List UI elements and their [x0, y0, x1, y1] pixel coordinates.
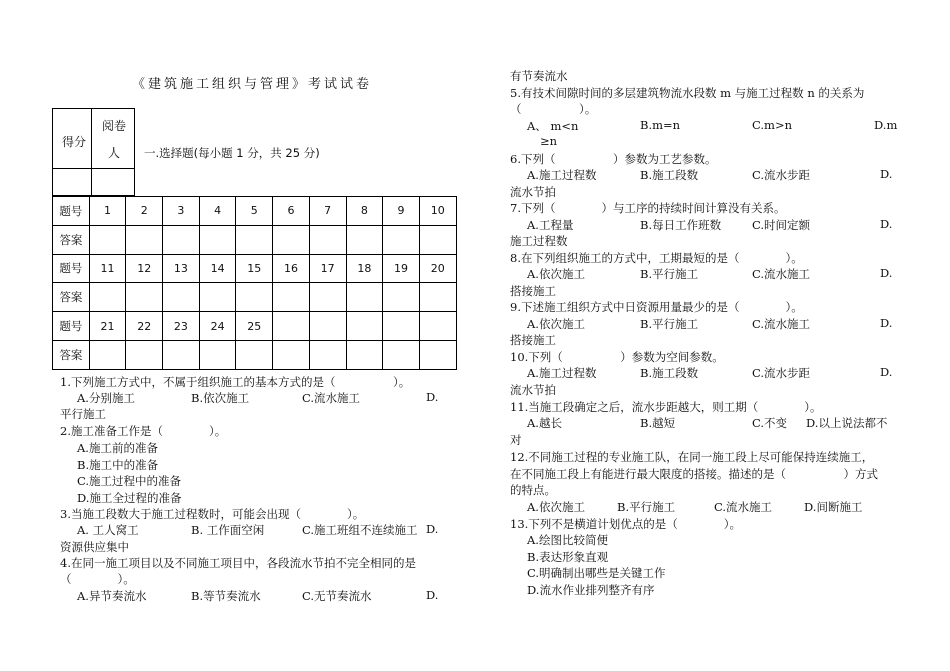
question-4-cont: （ ）。 — [60, 572, 135, 586]
question-number: 13 — [163, 254, 200, 283]
question-5: 5.有技术间隙时间的多层建筑物流水段数 m 与施工过程数 n 的关系为 — [510, 86, 865, 100]
question-4: 4.在同一施工项目以及不同施工项目中，各段流水节拍不完全相同的是 — [60, 556, 416, 570]
question-number: 25 — [236, 312, 273, 341]
score-label: 得分 — [62, 135, 87, 149]
option-d: D. — [880, 266, 893, 280]
table-row — [53, 254, 457, 283]
option-b: B.等节奏流水 — [191, 589, 261, 603]
option-c: C.流水施工 — [714, 500, 773, 514]
option-c: C.施工班组不连续施工 — [302, 523, 418, 537]
table-row — [53, 340, 457, 369]
question-number: 24 — [199, 312, 236, 341]
option-d: D. — [880, 316, 893, 330]
question-number: 21 — [89, 312, 126, 341]
option-c: C.明确制出哪些是关键工作 — [527, 566, 666, 580]
exam-title: 《建筑施工组织与管理》考试试卷 — [132, 77, 373, 92]
question-12-end: 的特点。 — [510, 483, 556, 497]
answer-cell[interactable] — [199, 340, 236, 369]
question-6: 6.下列（ ）参数为工艺参数。 — [510, 152, 717, 166]
option-d-text: 有节奏流水 — [510, 69, 568, 83]
option-a: A.施工过程数 — [527, 366, 597, 380]
answer-cell[interactable] — [89, 225, 126, 254]
option-b: B.平行施工 — [617, 500, 676, 514]
option-d: D.以上说法都不 — [806, 416, 888, 430]
grader-label: 阅卷人 — [101, 119, 126, 160]
question-7: 7.下列（ ）与工序的持续时间计算没有关系。 — [510, 201, 786, 215]
question-8: 8.在下列组织施工的方式中，工期最短的是（ ）。 — [510, 251, 803, 265]
question-1: 1.下列施工方式中，不属于组织施工的基本方式的是（ ）。 — [60, 375, 411, 389]
option-d: D. — [426, 390, 439, 404]
option-c: C.不变 — [752, 416, 788, 430]
option-b: B.依次施工 — [191, 391, 250, 405]
answer-cell[interactable] — [346, 225, 383, 254]
question-number — [346, 312, 383, 341]
answer-label: 答案 — [53, 225, 90, 254]
answer-cell[interactable] — [383, 340, 420, 369]
option-b: B.施工段数 — [640, 168, 699, 182]
option-d: D.流水作业排列整齐有序 — [527, 583, 655, 597]
answer-cell[interactable] — [383, 283, 420, 312]
question-number: 3 — [163, 197, 200, 226]
question-number: 16 — [273, 254, 310, 283]
option-c: C.无节奏流水 — [302, 589, 372, 603]
answer-cell[interactable] — [273, 283, 310, 312]
question-number: 7 — [309, 197, 346, 226]
option-a-cont: ≥n — [540, 134, 558, 148]
row-label: 题号 — [53, 197, 90, 226]
answer-cell[interactable] — [236, 283, 273, 312]
answer-cell[interactable] — [163, 283, 200, 312]
question-2: 2.施工准备工作是（ ）。 — [60, 424, 227, 438]
option-c: C.流水施工 — [302, 391, 361, 405]
option-b: B.施工中的准备 — [77, 458, 159, 472]
answer-label: 答案 — [53, 283, 90, 312]
option-b: B.m=n — [640, 118, 681, 132]
option-a: A.依次施工 — [527, 317, 585, 331]
question-number — [309, 312, 346, 341]
option-d: D. — [880, 167, 893, 181]
option-c: C.施工过程中的准备 — [77, 474, 182, 488]
option-a: A.施工前的准备 — [77, 441, 158, 455]
option-d-text: 对 — [510, 433, 522, 447]
answer-cell[interactable] — [236, 225, 273, 254]
option-d-text: 流水节拍 — [510, 383, 556, 397]
question-number: 23 — [163, 312, 200, 341]
option-d-text: 施工过程数 — [510, 234, 568, 248]
table-row — [53, 225, 457, 254]
option-d: D.m — [874, 118, 898, 132]
answer-cell[interactable] — [89, 283, 126, 312]
answer-cell[interactable] — [309, 340, 346, 369]
option-b: B.每日工作班数 — [640, 218, 722, 232]
option-a: A.工程量 — [527, 218, 574, 232]
answer-cell[interactable] — [126, 225, 163, 254]
question-number: 2 — [126, 197, 163, 226]
question-number: 15 — [236, 254, 273, 283]
question-number: 9 — [383, 197, 420, 226]
answer-cell[interactable] — [199, 225, 236, 254]
answer-cell[interactable] — [126, 283, 163, 312]
table-row — [53, 312, 457, 341]
option-a: A.绘图比较简便 — [527, 533, 608, 547]
answer-cell[interactable] — [309, 225, 346, 254]
question-number: 14 — [199, 254, 236, 283]
option-d: D.间断施工 — [804, 500, 863, 514]
option-c: C.流水施工 — [752, 317, 811, 331]
option-d: D. — [880, 217, 893, 231]
option-d: D. — [426, 522, 439, 536]
answer-cell[interactable] — [419, 340, 456, 369]
answer-cell[interactable] — [346, 283, 383, 312]
answer-cell[interactable] — [163, 340, 200, 369]
option-d-text: 资源供应集中 — [60, 540, 129, 554]
option-c: C.流水步距 — [752, 366, 811, 380]
option-d-text: 流水节拍 — [510, 185, 556, 199]
option-d-text: 搭接施工 — [510, 333, 556, 347]
option-a: A、 m<n — [527, 119, 579, 133]
option-a: A.施工过程数 — [527, 168, 597, 182]
answer-cell[interactable] — [126, 340, 163, 369]
option-c: C.流水步距 — [752, 168, 811, 182]
option-d-text: 平行施工 — [60, 407, 106, 421]
question-number: 22 — [126, 312, 163, 341]
question-number: 11 — [89, 254, 126, 283]
question-number: 12 — [126, 254, 163, 283]
question-number: 6 — [273, 197, 310, 226]
option-a: A.依次施工 — [527, 267, 585, 281]
question-11: 11.当施工段确定之后，流水步距越大，则工期（ ）。 — [510, 400, 822, 414]
option-b: B.表达形象直观 — [527, 550, 609, 564]
answer-cell[interactable] — [199, 283, 236, 312]
table-row — [53, 283, 457, 312]
option-b: B.平行施工 — [640, 267, 699, 281]
question-number: 19 — [383, 254, 420, 283]
answer-label: 答案 — [53, 340, 90, 369]
answer-cell[interactable] — [273, 340, 310, 369]
answer-cell[interactable] — [163, 225, 200, 254]
option-d: D. — [426, 588, 439, 602]
row-label: 题号 — [53, 254, 90, 283]
option-a: A.依次施工 — [527, 500, 585, 514]
question-12: 12.不同施工过程的专业施工队，在同一施工段上尽可能保持连续施工， — [510, 450, 874, 464]
answer-cell[interactable] — [273, 225, 310, 254]
row-label: 题号 — [53, 312, 90, 341]
option-d-text: 搭接施工 — [510, 284, 556, 298]
option-b: B.施工段数 — [640, 366, 699, 380]
option-c: C.m>n — [752, 118, 792, 132]
question-12-cont: 在不同施工段上有能进行最大限度的搭接。描述的是（ ）方式 — [510, 467, 878, 481]
question-number: 1 — [89, 197, 126, 226]
answer-cell[interactable] — [383, 225, 420, 254]
question-number: 4 — [199, 197, 236, 226]
option-d: D. — [880, 365, 893, 379]
question-number — [383, 312, 420, 341]
option-c: C.流水施工 — [752, 267, 811, 281]
answer-cell[interactable] — [236, 340, 273, 369]
option-b: B. 工作面空闲 — [191, 523, 265, 537]
question-13: 13.下列不是横道计划优点的是（ ）。 — [510, 517, 742, 531]
answer-cell[interactable] — [419, 225, 456, 254]
question-number — [273, 312, 310, 341]
question-number: 10 — [419, 197, 456, 226]
section-heading: 一.选择题(每小题 1 分，共 25 分) — [144, 146, 320, 160]
question-number: 8 — [346, 197, 383, 226]
question-number: 17 — [309, 254, 346, 283]
option-a: A. 工人窝工 — [77, 523, 139, 537]
option-a: A.越长 — [527, 416, 562, 430]
question-number: 20 — [419, 254, 456, 283]
answer-cell[interactable] — [346, 340, 383, 369]
question-number: 18 — [346, 254, 383, 283]
option-c: C.时间定额 — [752, 218, 811, 232]
question-number — [419, 312, 456, 341]
score-box — [52, 108, 135, 196]
answer-cell[interactable] — [89, 340, 126, 369]
question-10: 10.下列（ ）参数为空间参数。 — [510, 350, 724, 364]
option-d: D.施工全过程的准备 — [77, 491, 182, 505]
question-9: 9.下述施工组织方式中日资源用量最少的是（ ）。 — [510, 300, 803, 314]
option-b: B.越短 — [640, 416, 676, 430]
option-b: B.平行施工 — [640, 317, 699, 331]
question-3: 3.当施工段数大于施工过程数时，可能会出现（ ）。 — [60, 507, 365, 521]
question-number: 5 — [236, 197, 273, 226]
answer-cell[interactable] — [309, 283, 346, 312]
option-a: A.异节奏流水 — [77, 589, 147, 603]
option-a: A.分别施工 — [77, 391, 135, 405]
question-5-cont: （ ）。 — [510, 102, 597, 116]
answer-grid — [52, 196, 457, 370]
table-row — [53, 197, 457, 226]
answer-cell[interactable] — [419, 283, 456, 312]
